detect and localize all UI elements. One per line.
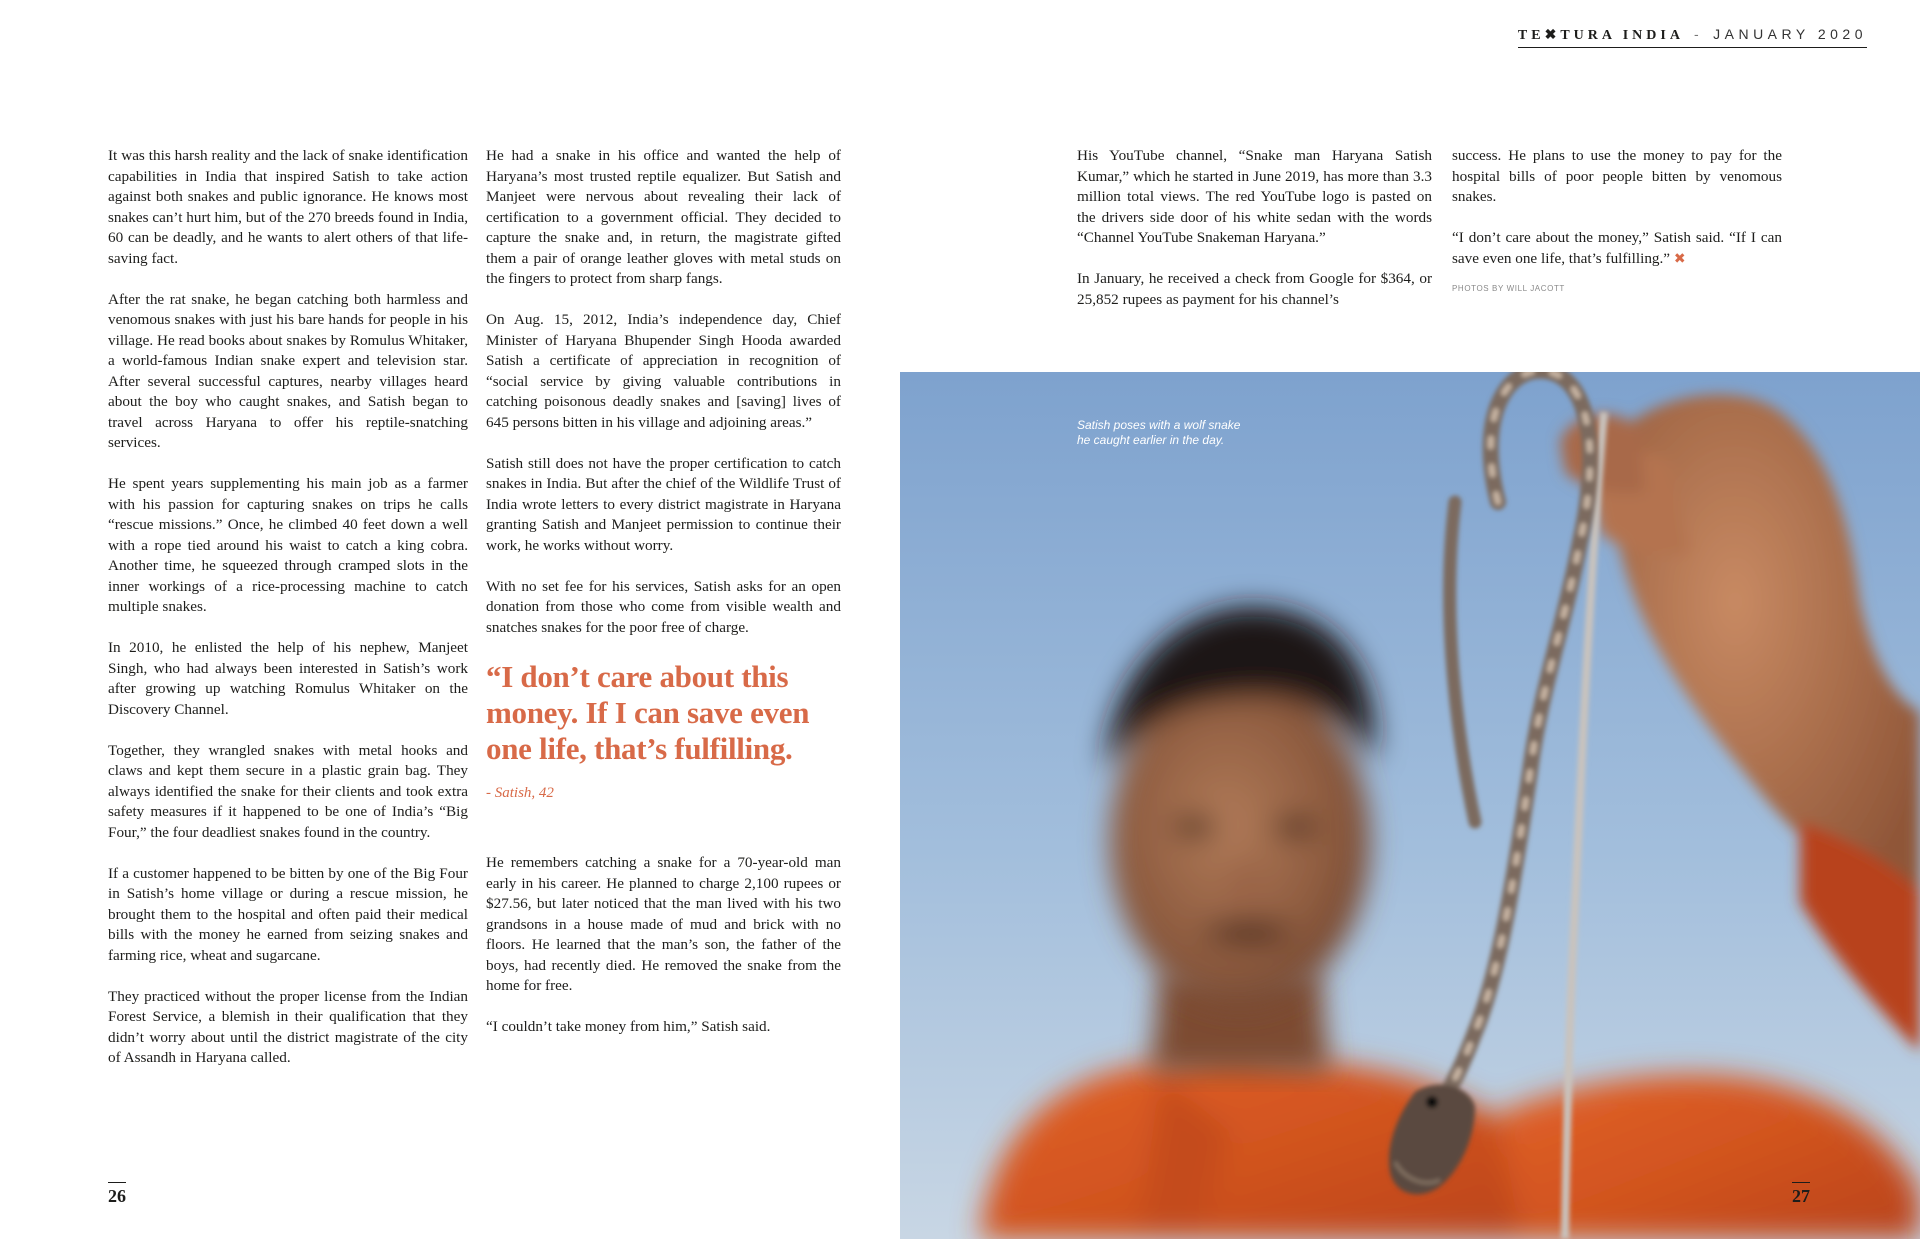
masthead-separator: - xyxy=(1693,26,1704,42)
paragraph: Together, they wrangled snakes with metal hooks and claws and kept them secure in a plastic grain bag. They always identified the snake for their clients and took extra safety measures if it happened to be one of India’s “Big Four,” the four deadliest snakes found in the country. xyxy=(108,741,468,841)
pull-quote-attribution: - Satish, 42 xyxy=(486,784,554,801)
paragraph: Satish still does not have the proper certification to catch snakes in India. But after the chief of the Wildlife Trust of India wrote letters to every district magistrate in Haryana granting Satish and Manjeet permission to continue their work, he works without worry. xyxy=(486,454,841,554)
masthead xyxy=(1518,26,1867,48)
article-column-1 xyxy=(108,146,468,1089)
paragraph: He remembers catching a snake for a 70-year-old man early in his career. He planned to charge 2,100 rupees or $27.56, but later noticed that the man lived with his two grandsons in a house made of mud and brick with no floors. He learned that the man’s son, the father of the boys, had recently died. He removed the snake from the home for free. xyxy=(486,854,841,994)
right-page xyxy=(900,0,1920,1239)
article-column-4 xyxy=(1452,146,1782,299)
photo-caption: Satish poses with a wolf snake he caught earlier in the day. xyxy=(1077,418,1241,447)
left-page xyxy=(0,0,900,1239)
photo-illustration xyxy=(900,372,1920,1239)
end-mark-icon: ✖ xyxy=(1673,251,1686,267)
paragraph: After the rat snake, he began catching both harmless and venomous snakes with just his bare hands for people in his village. He read books about snakes by Romulus Whitaker, a world-famous Indian snake expert and television star. After several successful captures, nearby villages heard about the boy who caught snakes, and Satish began to travel across Haryana to offer his reptile-snatching services. xyxy=(108,290,468,451)
paragraph: If a customer happened to be bitten by one of the Big Four in Satish’s home village or during a rescue mission, he brought them to the hospital and often paid their medical bills with the money he earned from seizing snakes and farming rice, wheat and sugarcane. xyxy=(108,864,468,964)
pull-quote: “I don’t care about this money. If I can save even one life, that’s fulfilling. xyxy=(486,658,810,766)
closing-quote-text: “I don’t care about the money,” Satish said. “If I can save even one life, that’s fulfilling.” xyxy=(1452,229,1782,267)
page-number-left: 26 xyxy=(108,1186,126,1206)
article-column-3 xyxy=(1077,146,1432,331)
photo-credit: PHOTOS BY WILL JACOTT xyxy=(1452,283,1565,293)
paragraph: success. He plans to use the money to pay for the hospital bills of poor people bitten by venomous snakes. xyxy=(1452,147,1782,205)
paragraph: In 2010, he enlisted the help of his nephew, Manjeet Singh, who had always been interested in Satish’s work after growing up watching Romulus Whitaker on the Discovery Channel. xyxy=(108,639,468,718)
paragraph: He spent years supplementing his main job as a farmer with his passion for capturing snakes on trips he calls “rescue missions.” Once, he climbed 40 feet down a well with a rope tied around his waist to catch a king cobra. Another time, he squeezed through cramped slots in the inner workings of a rice-processing machine to catch multiple snakes. xyxy=(108,475,468,615)
article-column-2 xyxy=(486,146,841,1058)
magazine-brand: TE✖TURA INDIA xyxy=(1517,28,1684,43)
paragraph: With no set fee for his services, Satish asks for an open donation from those who come from visible wealth and snatches snakes for the poor free of charge. xyxy=(486,577,841,636)
paragraph: He had a snake in his office and wanted the help of Haryana’s most trusted reptile equalizer. But Satish and Manjeet were nervous about revealing their lack of certification to a government official. They decided to capture the snake and, in return, the magistrate gifted them a pair of orange leather gloves with metal studs on the fingers to protect from sharp fangs. xyxy=(486,147,841,287)
page-number-right: 27 xyxy=(1792,1186,1810,1206)
closing-quote xyxy=(1452,228,1782,270)
feature-photo xyxy=(900,372,1920,1239)
paragraph: It was this harsh reality and the lack of snake identification capabilities in India that inspired Satish to take action against both snakes and public ignorance. He knows most snakes can’t hurt him, but of the 270 breeds found in India, 60 can be deadly, and he wants to alert others of that life-saving fact. xyxy=(108,147,468,267)
paragraph: His YouTube channel, “Snake man Haryana Satish Kumar,” which he started in June 2019, has more than 3.3 million total views. The red YouTube logo is pasted on the drivers side door of his white sedan with the words “Channel YouTube Snakeman Haryana.” xyxy=(1077,147,1432,246)
paragraph: They practiced without the proper license from the Indian Forest Service, a blemish in their qualification that they didn’t worry about until the district magistrate of the city of Assandh in Haryana called. xyxy=(108,987,468,1066)
paragraph: On Aug. 15, 2012, India’s independence day, Chief Minister of Haryana Bhupender Singh Hooda awarded Satish a certificate of appreciation in recognition of “social service by giving valuable contributions in catching poisonous deadly snakes and [saving] lives of 645 persons bitten in his village and adjoining areas.” xyxy=(486,311,841,431)
issue-date: JANUARY 2020 xyxy=(1713,26,1867,42)
paragraph: In January, he received a check from Google for $364, or 25,852 rupees as payment for his channel’s xyxy=(1077,270,1432,308)
paragraph: “I couldn’t take money from him,” Satish said. xyxy=(486,1018,771,1035)
